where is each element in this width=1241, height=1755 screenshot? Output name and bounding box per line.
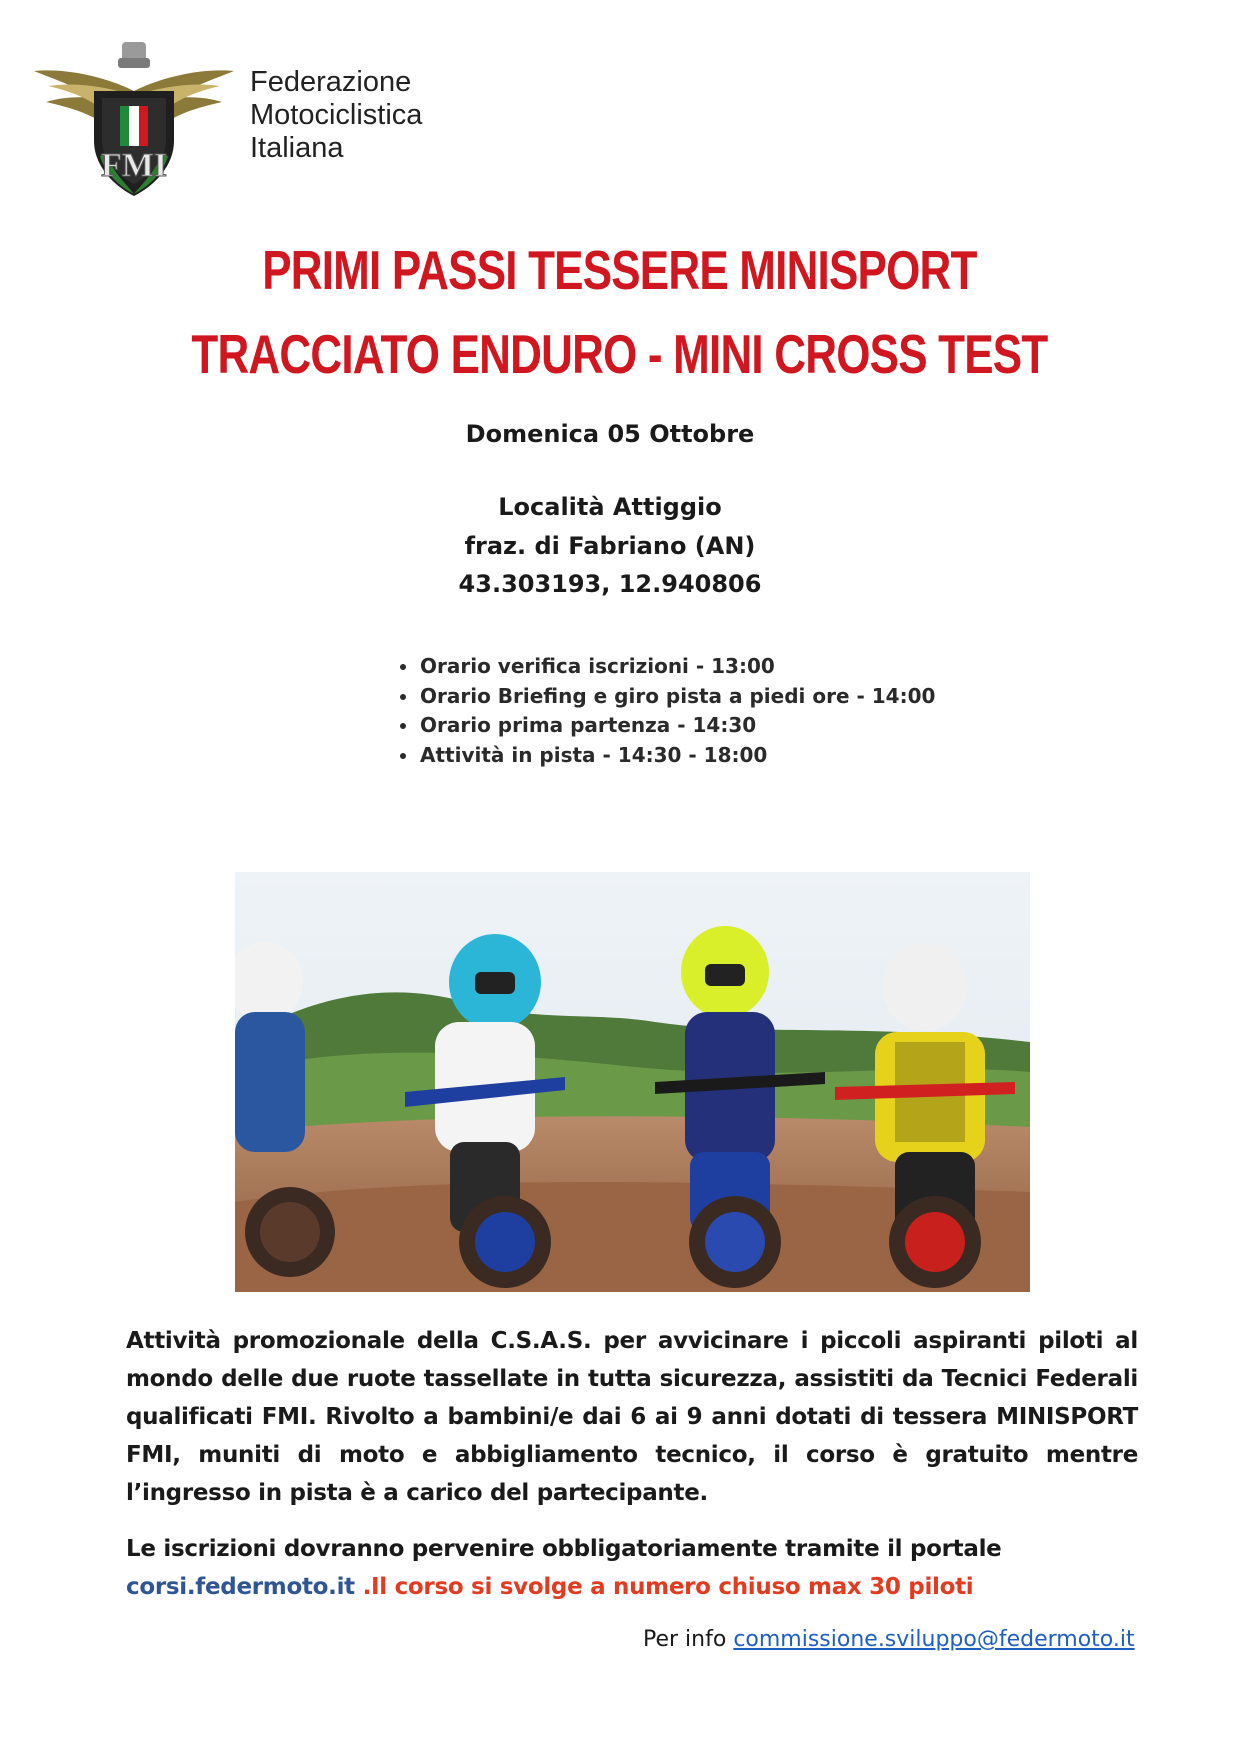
signup-line: Le iscrizioni dovranno pervenire obbligatoriamente tramite il portale — [126, 1536, 1002, 1562]
schedule-item: Orario prima partenza - 14:30 — [400, 711, 935, 741]
course-description: Attività promozionale della C.S.A.S. per avvicinare i piccoli aspiranti piloti al mondo delle due ruote tassellate in tutta sicurezza, assistiti da Tecnici Federali qualificati FMI. Rivolto a bambini/e dai 6 ai 9 anni dotati di tessera MINISPORT FMI, muniti di moto e abbigliamento tecnico, il corso è gratuito mentre l’ingresso in pista è a carico del partecipante. — [126, 1328, 1138, 1506]
organization-name — [250, 66, 422, 165]
closed-course-notice: .Il corso si svolge a numero chiuso max 30 piloti — [354, 1574, 974, 1600]
event-date: Domenica 05 Ottobre — [465, 420, 755, 448]
portal-link[interactable]: corsi.federmoto.it — [126, 1574, 355, 1600]
org-line-2: Motociclistica — [250, 99, 423, 131]
fmi-logo — [34, 36, 234, 206]
org-line-3: Italiana — [250, 132, 344, 164]
schedule-list — [400, 652, 935, 770]
main-title: PRIMI PASSI TESSERE MINISPORT — [262, 239, 977, 301]
motocross-kids-photo — [235, 872, 1030, 1292]
schedule-item: Orario verifica iscrizioni - 13:00 — [400, 652, 935, 682]
email-link[interactable]: commissione.sviluppo@federmoto.it — [733, 1627, 1135, 1652]
event-location: Località Attiggio — [498, 493, 722, 521]
org-line-1: Federazione — [250, 66, 412, 98]
schedule-item: Attività in pista - 14:30 - 18:00 — [400, 741, 935, 771]
contact-info — [643, 1627, 1135, 1652]
schedule-item: Orario Briefing e giro pista a piedi ore - 14:00 — [400, 682, 935, 712]
event-area: fraz. di Fabriano (AN) — [464, 532, 756, 560]
sub-title: TRACCIATO ENDURO - MINI CROSS TEST — [191, 323, 1048, 385]
event-coordinates: 43.303193, 12.940806 — [458, 570, 762, 598]
svg-text:FMI: FMI — [100, 147, 168, 184]
signup-notice — [126, 1530, 1001, 1606]
info-label: Per info — [643, 1627, 734, 1652]
